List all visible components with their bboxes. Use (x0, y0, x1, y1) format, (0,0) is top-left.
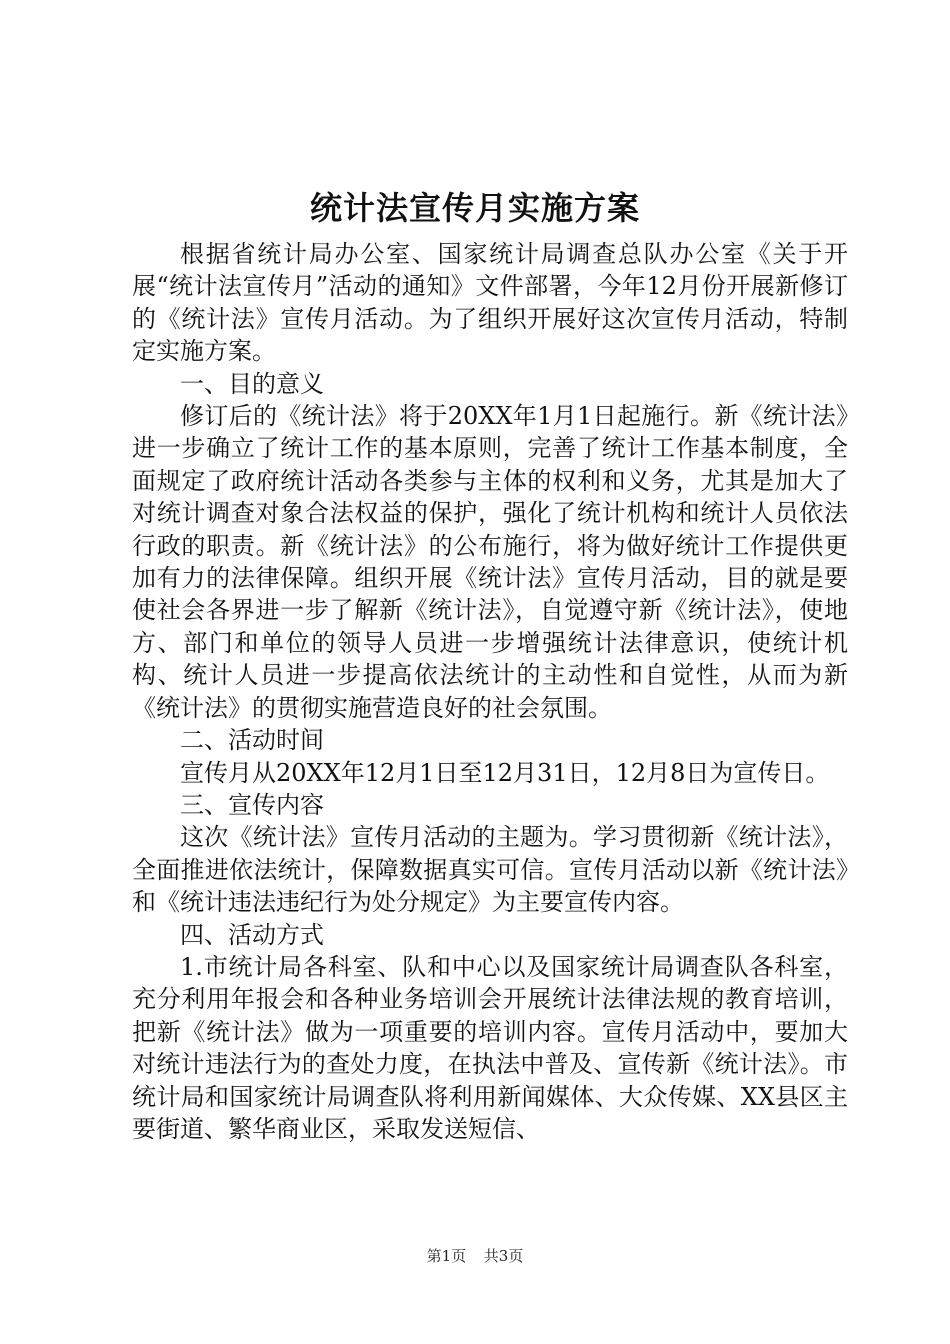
section-heading-purpose: 一、目的意义 (180, 369, 324, 398)
section-heading-time: 二、活动时间 (180, 726, 324, 755)
paragraph-methods: 1.市统计局各科室、队和中心以及国家统计局调查队各科室，充分利用年报会和各种业务培训会开展统计法律法规的教育培训，把新《统计法》做为一项重要的培训内容。宣传月活动中，要加大对统计违法行为的查处力度，在执法中普及、宣传新《统计法》。市统计局和国家统计局调查队将利用新闻媒体、大众传媒、XX县区主要街道、繁华商业区，采取发送短信、 (132, 952, 848, 1143)
document-title: 统计法宣传月实施方案 (309, 189, 640, 227)
document-body (132, 238, 848, 1145)
page-footer (0, 1246, 950, 1266)
paragraph-content: 这次《统计法》宣传月活动的主题为。学习贯彻新《统计法》，全面推进依法统计，保障数据真实可信。宣传月活动以新《统计法》和《统计违法违纪行为处分规定》为主要宣传内容。 (132, 823, 848, 917)
section-heading-content: 三、宣传内容 (180, 790, 324, 819)
page-total: 共3页 (483, 1247, 524, 1265)
paragraph-purpose: 修订后的《统计法》将于20XX年1月1日起施行。新《统计法》进一步确立了统计工作的基本原则，完善了统计工作基本制度，全面规定了政府统计活动各类参与主体的权利和义务，尤其是加大了对统计调查对象合法权益的保护，强化了统计机构和统计人员依法行政的职责。新《统计法》的公布施行，将为做好统计工作提供更加有力的法律保障。组织开展《统计法》宣传月活动，目的就是要使社会各界进一步了解新《统计法》，自觉遵守新《统计法》，使地方、部门和单位的领导人员进一步增强统计法律意识，使统计机构、统计人员进一步提高依法统计的主动性和自觉性，从而为新《统计法》的贯彻实施营造良好的社会氛围。 (132, 402, 848, 722)
section-heading-methods: 四、活动方式 (180, 920, 324, 949)
paragraph-intro: 根据省统计局办公室、国家统计局调查总队办公室《关于开展“统计法宣传月”活动的通知》文件部署，今年12月份开展新修订的《统计法》宣传月活动。为了组织开展好这次宣传月活动，特制定实施方案。 (132, 240, 848, 366)
page-number: 第1页 (426, 1247, 467, 1265)
paragraph-time: 宣传月从20XX年12月1日至12月31日，12月8日为宣传日。 (180, 758, 830, 787)
